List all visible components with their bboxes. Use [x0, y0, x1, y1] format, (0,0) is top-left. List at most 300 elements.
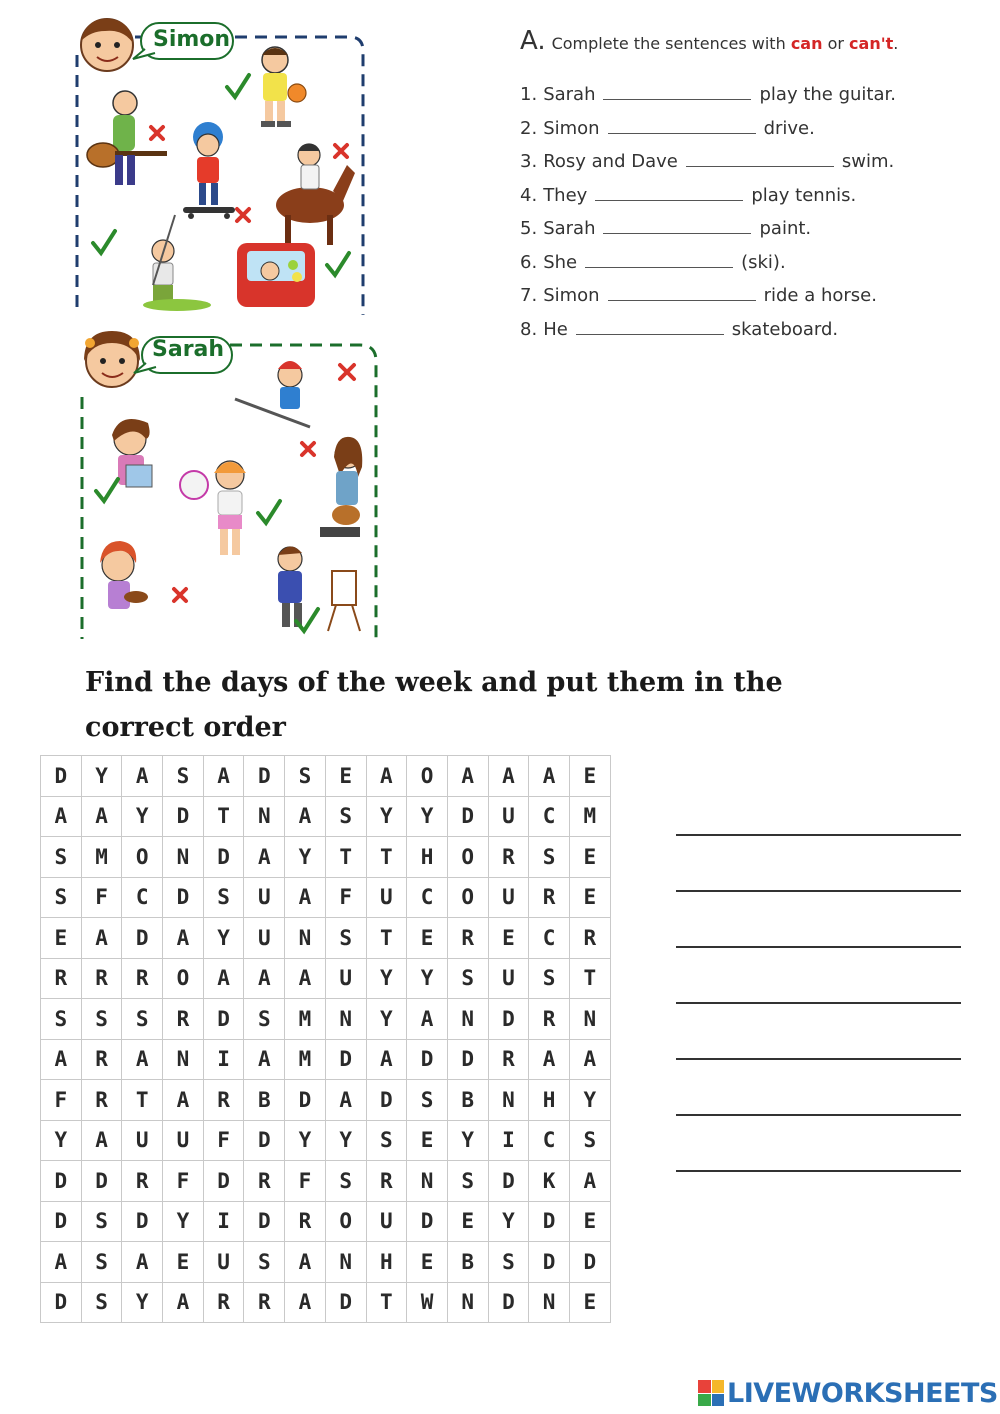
- sarah-illustration: [70, 327, 390, 642]
- grid-letter[interactable]: D: [203, 999, 244, 1040]
- grid-letter[interactable]: S: [81, 1242, 122, 1283]
- grid-letter[interactable]: A: [285, 958, 326, 999]
- grid-letter[interactable]: A: [285, 1242, 326, 1283]
- grid-letter[interactable]: M: [285, 999, 326, 1040]
- grid-letter[interactable]: T: [569, 958, 610, 999]
- grid-letter[interactable]: D: [569, 1242, 610, 1283]
- grid-letter[interactable]: Y: [81, 756, 122, 797]
- grid-letter[interactable]: Y: [163, 1201, 204, 1242]
- grid-letter[interactable]: Y: [407, 796, 448, 837]
- grid-letter[interactable]: R: [447, 918, 488, 959]
- grid-letter[interactable]: H: [407, 837, 448, 878]
- grid-letter[interactable]: F: [163, 1161, 204, 1202]
- grid-letter[interactable]: S: [81, 1201, 122, 1242]
- sentence-number: 6.: [520, 251, 538, 273]
- grid-row: [41, 837, 611, 878]
- grid-letter[interactable]: E: [407, 918, 448, 959]
- grid-letter[interactable]: R: [81, 1080, 122, 1121]
- grid-letter[interactable]: D: [41, 756, 82, 797]
- check-icon: [93, 231, 115, 253]
- grid-letter[interactable]: A: [285, 796, 326, 837]
- liveworksheets-logo: [698, 1376, 998, 1410]
- singer-icon: [112, 419, 152, 487]
- grid-letter[interactable]: Y: [366, 958, 407, 999]
- grid-letter[interactable]: D: [488, 1161, 529, 1202]
- grid-letter[interactable]: C: [529, 796, 570, 837]
- grid-letter[interactable]: D: [203, 837, 244, 878]
- grid-letter[interactable]: S: [529, 837, 570, 878]
- answer-blank[interactable]: [608, 287, 756, 301]
- grid-row: [41, 1080, 611, 1121]
- grid-letter[interactable]: N: [285, 918, 326, 959]
- grid-letter[interactable]: C: [529, 918, 570, 959]
- golfer-icon: [143, 215, 211, 311]
- exercise-a: [520, 26, 980, 352]
- grid-letter[interactable]: A: [366, 1039, 407, 1080]
- grid-letter[interactable]: F: [285, 1161, 326, 1202]
- grid-letter[interactable]: S: [41, 837, 82, 878]
- answer-line[interactable]: [676, 1116, 961, 1172]
- sentence-subject: Simon: [543, 285, 600, 306]
- word-search-grid: [40, 755, 611, 1323]
- grid-letter[interactable]: O: [163, 958, 204, 999]
- grid-letter[interactable]: T: [122, 1080, 163, 1121]
- cross-icon: [340, 365, 354, 379]
- sarah-name-label: Sarah: [152, 337, 225, 362]
- sentence-subject: Sarah: [543, 84, 596, 105]
- grid-letter[interactable]: A: [366, 756, 407, 797]
- grid-letter[interactable]: R: [529, 877, 570, 918]
- skateboarder-icon: [183, 122, 235, 219]
- grid-letter[interactable]: M: [569, 796, 610, 837]
- grid-letter[interactable]: Y: [325, 1120, 366, 1161]
- cross-icon: [335, 145, 347, 157]
- grid-letter[interactable]: D: [529, 1242, 570, 1283]
- grid-letter[interactable]: A: [569, 1161, 610, 1202]
- simon-illustration: [65, 15, 371, 319]
- sentence-item: [520, 252, 980, 286]
- grid-letter[interactable]: O: [122, 837, 163, 878]
- grid-letter[interactable]: D: [447, 796, 488, 837]
- grid-letter[interactable]: A: [529, 1039, 570, 1080]
- basketball-player-icon: [261, 47, 306, 127]
- grid-letter[interactable]: A: [488, 756, 529, 797]
- grid-letter[interactable]: D: [122, 918, 163, 959]
- grid-letter[interactable]: U: [366, 1201, 407, 1242]
- grid-letter[interactable]: T: [203, 796, 244, 837]
- grid-letter[interactable]: A: [569, 1039, 610, 1080]
- word-cant: can't: [849, 34, 894, 53]
- grid-letter[interactable]: S: [81, 999, 122, 1040]
- sentence-number: 1.: [520, 84, 538, 105]
- horse-rider-icon: [276, 144, 355, 245]
- grid-letter[interactable]: F: [41, 1080, 82, 1121]
- grid-letter[interactable]: N: [529, 1282, 570, 1323]
- grid-letter[interactable]: Y: [569, 1080, 610, 1121]
- sentence-item: [520, 118, 980, 152]
- sentence-number: 5.: [520, 218, 538, 239]
- grid-letter[interactable]: Y: [122, 1282, 163, 1323]
- grid-row: [41, 958, 611, 999]
- grid-letter[interactable]: S: [203, 877, 244, 918]
- grid-letter[interactable]: A: [163, 1080, 204, 1121]
- simon-face-icon: [81, 19, 133, 71]
- grid-letter[interactable]: N: [325, 1242, 366, 1283]
- grid-row: [41, 1201, 611, 1242]
- grid-letter[interactable]: D: [366, 1080, 407, 1121]
- grid-row: [41, 1282, 611, 1323]
- grid-letter[interactable]: E: [407, 1242, 448, 1283]
- grid-letter[interactable]: D: [203, 1161, 244, 1202]
- grid-letter[interactable]: A: [122, 1039, 163, 1080]
- grid-letter[interactable]: D: [488, 999, 529, 1040]
- grid-letter[interactable]: R: [244, 1161, 285, 1202]
- grid-letter[interactable]: E: [447, 1201, 488, 1242]
- grid-letter[interactable]: A: [285, 877, 326, 918]
- grid-letter[interactable]: S: [285, 756, 326, 797]
- grid-letter[interactable]: Y: [366, 796, 407, 837]
- sentence-rest: play the guitar.: [759, 84, 896, 105]
- grid-letter[interactable]: D: [325, 1282, 366, 1323]
- grid-letter[interactable]: U: [366, 877, 407, 918]
- grid-letter[interactable]: E: [41, 918, 82, 959]
- grid-letter[interactable]: A: [163, 1282, 204, 1323]
- grid-letter[interactable]: C: [529, 1120, 570, 1161]
- answer-line[interactable]: [676, 892, 961, 948]
- grid-letter[interactable]: S: [244, 999, 285, 1040]
- grid-letter[interactable]: Y: [285, 1120, 326, 1161]
- grid-row: [41, 877, 611, 918]
- skier-icon: [235, 361, 310, 427]
- word-can: can: [790, 34, 823, 53]
- sentence-subject: Simon: [543, 117, 600, 139]
- grid-letter[interactable]: N: [163, 837, 204, 878]
- sentence-number: 2.: [520, 117, 538, 139]
- grid-letter[interactable]: Y: [488, 1201, 529, 1242]
- guitar-lady-icon: [320, 437, 362, 537]
- logo-square: [712, 1380, 725, 1393]
- answer-line[interactable]: [676, 1060, 961, 1116]
- grid-letter[interactable]: C: [407, 877, 448, 918]
- sentence-rest: ride a horse.: [763, 285, 877, 306]
- grid-letter[interactable]: A: [41, 796, 82, 837]
- sarah-face-icon: [84, 331, 140, 387]
- grid-letter[interactable]: R: [203, 1282, 244, 1323]
- word-or: or: [827, 34, 844, 53]
- grid-letter[interactable]: D: [122, 1201, 163, 1242]
- grid-letter[interactable]: E: [488, 918, 529, 959]
- grid-letter[interactable]: S: [529, 958, 570, 999]
- answer-blank[interactable]: [603, 220, 751, 234]
- grid-letter[interactable]: S: [325, 796, 366, 837]
- sentence-subject: She: [543, 251, 578, 273]
- grid-letter[interactable]: K: [529, 1161, 570, 1202]
- grid-letter[interactable]: S: [41, 999, 82, 1040]
- grid-letter[interactable]: N: [325, 999, 366, 1040]
- sentence-item: [520, 218, 980, 252]
- sentence-rest: skateboard.: [731, 318, 839, 340]
- simon-name-label: Simon: [153, 27, 231, 52]
- violin-player-icon: [100, 541, 148, 609]
- grid-letter[interactable]: A: [203, 756, 244, 797]
- grid-letter[interactable]: O: [407, 756, 448, 797]
- logo-square: [698, 1380, 711, 1393]
- grid-letter[interactable]: D: [325, 1039, 366, 1080]
- grid-letter[interactable]: U: [244, 918, 285, 959]
- grid-letter[interactable]: R: [81, 958, 122, 999]
- answer-blank[interactable]: [686, 153, 834, 167]
- grid-letter[interactable]: R: [488, 837, 529, 878]
- grid-letter[interactable]: A: [447, 756, 488, 797]
- grid-letter[interactable]: S: [81, 1282, 122, 1323]
- grid-letter[interactable]: A: [285, 1282, 326, 1323]
- grid-letter[interactable]: H: [366, 1242, 407, 1283]
- grid-letter[interactable]: R: [122, 1161, 163, 1202]
- grid-letter[interactable]: R: [81, 1039, 122, 1080]
- grid-letter[interactable]: D: [41, 1282, 82, 1323]
- simon-picture-panel: [65, 15, 371, 319]
- grid-letter[interactable]: N: [447, 1282, 488, 1323]
- grid-letter[interactable]: B: [244, 1080, 285, 1121]
- grid-letter[interactable]: A: [163, 918, 204, 959]
- exercise-a-instruction: [520, 26, 980, 56]
- logo-badge-icon: [698, 1380, 724, 1406]
- grid-letter[interactable]: E: [163, 1242, 204, 1283]
- grid-letter[interactable]: N: [407, 1161, 448, 1202]
- painter-icon: [278, 546, 360, 631]
- grid-row: [41, 1161, 611, 1202]
- sentence-rest: play tennis.: [751, 184, 857, 206]
- grid-letter[interactable]: S: [41, 877, 82, 918]
- grid-letter[interactable]: D: [163, 796, 204, 837]
- check-icon: [327, 253, 349, 275]
- logo-text: LIVEWORKSHEETS: [727, 1377, 998, 1409]
- grid-letter[interactable]: E: [569, 756, 610, 797]
- grid-letter[interactable]: U: [488, 877, 529, 918]
- grid-letter[interactable]: U: [488, 796, 529, 837]
- grid-letter[interactable]: M: [285, 1039, 326, 1080]
- grid-letter[interactable]: D: [407, 1039, 448, 1080]
- answer-line[interactable]: [676, 948, 961, 1004]
- grid-letter[interactable]: U: [203, 1242, 244, 1283]
- grid-letter[interactable]: A: [407, 999, 448, 1040]
- sentence-number: 8.: [520, 318, 538, 340]
- instruction-dot: .: [893, 34, 899, 53]
- grid-letter[interactable]: B: [447, 1242, 488, 1283]
- sentence-number: 4.: [520, 184, 538, 206]
- grid-letter[interactable]: S: [488, 1242, 529, 1283]
- sentence-subject: Sarah: [543, 218, 596, 239]
- grid-row: [41, 1039, 611, 1080]
- grid-letter[interactable]: S: [447, 958, 488, 999]
- grid-letter[interactable]: U: [325, 958, 366, 999]
- grid-letter[interactable]: N: [163, 1039, 204, 1080]
- grid-letter[interactable]: A: [41, 1039, 82, 1080]
- grid-letter[interactable]: Y: [203, 918, 244, 959]
- sentence-subject: They: [543, 184, 588, 206]
- grid-letter[interactable]: U: [244, 877, 285, 918]
- sentence-number: 7.: [520, 285, 538, 306]
- grid-letter[interactable]: E: [569, 877, 610, 918]
- grid-letter[interactable]: C: [122, 877, 163, 918]
- grid-letter[interactable]: S: [244, 1242, 285, 1283]
- grid-letter[interactable]: A: [244, 1039, 285, 1080]
- answer-blank[interactable]: [608, 120, 756, 134]
- sentence-subject: He: [543, 318, 568, 340]
- cross-icon: [302, 443, 314, 455]
- grid-letter[interactable]: U: [488, 958, 529, 999]
- grid-letter[interactable]: A: [122, 1242, 163, 1283]
- grid-letter[interactable]: D: [407, 1201, 448, 1242]
- grid-row: [41, 1242, 611, 1283]
- grid-letter[interactable]: O: [325, 1201, 366, 1242]
- grid-letter[interactable]: D: [244, 1201, 285, 1242]
- grid-letter[interactable]: Y: [447, 1120, 488, 1161]
- check-icon: [227, 75, 249, 97]
- grid-letter[interactable]: A: [41, 1242, 82, 1283]
- grid-letter[interactable]: R: [163, 999, 204, 1040]
- grid-letter[interactable]: A: [122, 756, 163, 797]
- grid-letter[interactable]: N: [488, 1080, 529, 1121]
- grid-letter[interactable]: Y: [41, 1120, 82, 1161]
- grid-letter[interactable]: B: [447, 1080, 488, 1121]
- grid-row: [41, 796, 611, 837]
- grid-letter[interactable]: R: [529, 999, 570, 1040]
- grid-letter[interactable]: M: [81, 837, 122, 878]
- grid-letter[interactable]: R: [366, 1161, 407, 1202]
- answer-line[interactable]: [676, 780, 961, 836]
- logo-square: [712, 1394, 725, 1407]
- cross-icon: [174, 589, 186, 601]
- grid-letter[interactable]: S: [163, 756, 204, 797]
- grid-letter[interactable]: R: [41, 958, 82, 999]
- grid-letter[interactable]: W: [407, 1282, 448, 1323]
- grid-letter[interactable]: R: [122, 958, 163, 999]
- grid-letter[interactable]: T: [366, 837, 407, 878]
- grid-letter[interactable]: E: [569, 837, 610, 878]
- sentence-item: [520, 285, 980, 319]
- grid-letter[interactable]: N: [244, 796, 285, 837]
- grid-letter[interactable]: D: [488, 1282, 529, 1323]
- grid-letter[interactable]: Y: [407, 958, 448, 999]
- grid-letter[interactable]: D: [244, 756, 285, 797]
- grid-letter[interactable]: T: [325, 837, 366, 878]
- grid-letter[interactable]: A: [81, 796, 122, 837]
- grid-letter[interactable]: S: [447, 1161, 488, 1202]
- sentence-rest: paint.: [759, 218, 812, 239]
- sentence-item: [520, 84, 980, 118]
- grid-letter[interactable]: U: [122, 1120, 163, 1161]
- grid-letter[interactable]: I: [203, 1201, 244, 1242]
- answer-blank[interactable]: [585, 254, 733, 268]
- grid-letter[interactable]: T: [366, 918, 407, 959]
- answer-lines: [676, 780, 961, 1172]
- grid-letter[interactable]: S: [407, 1080, 448, 1121]
- grid-letter[interactable]: I: [488, 1120, 529, 1161]
- grid-letter[interactable]: R: [285, 1201, 326, 1242]
- answer-blank[interactable]: [576, 321, 724, 335]
- grid-letter[interactable]: I: [203, 1039, 244, 1080]
- answer-blank[interactable]: [595, 187, 743, 201]
- sentence-item: [520, 151, 980, 185]
- logo-square: [698, 1394, 711, 1407]
- grid-letter[interactable]: R: [244, 1282, 285, 1323]
- answer-blank[interactable]: [603, 86, 751, 100]
- grid-letter[interactable]: S: [325, 918, 366, 959]
- sentence-subject: Rosy and Dave: [543, 151, 678, 172]
- grid-letter[interactable]: A: [244, 837, 285, 878]
- grid-letter[interactable]: O: [447, 877, 488, 918]
- grid-letter[interactable]: A: [81, 918, 122, 959]
- grid-letter[interactable]: Y: [285, 837, 326, 878]
- word-search-title: Find the days of the week and put them in the correct order: [85, 667, 783, 743]
- sentence-list: [520, 84, 980, 352]
- grid-letter[interactable]: D: [41, 1201, 82, 1242]
- instruction-before: Complete the sentences with: [551, 34, 786, 53]
- volleyball-player-icon: [180, 461, 246, 555]
- grid-letter[interactable]: S: [569, 1120, 610, 1161]
- grid-letter[interactable]: Y: [122, 796, 163, 837]
- grid-letter[interactable]: S: [366, 1120, 407, 1161]
- grid-letter[interactable]: E: [569, 1282, 610, 1323]
- grid-row: [41, 918, 611, 959]
- grid-letter[interactable]: D: [41, 1161, 82, 1202]
- grid-letter[interactable]: D: [163, 877, 204, 918]
- grid-letter[interactable]: F: [81, 877, 122, 918]
- grid-letter[interactable]: E: [407, 1120, 448, 1161]
- exercise-letter: A.: [520, 26, 546, 56]
- grid-letter[interactable]: A: [325, 1080, 366, 1121]
- sentence-number: 3.: [520, 151, 538, 172]
- grid-letter[interactable]: S: [122, 999, 163, 1040]
- sentence-item: [520, 319, 980, 353]
- grid-letter[interactable]: F: [203, 1120, 244, 1161]
- grid-letter[interactable]: R: [569, 918, 610, 959]
- grid-letter[interactable]: H: [529, 1080, 570, 1121]
- grid-letter[interactable]: T: [366, 1282, 407, 1323]
- cross-icon: [237, 209, 249, 221]
- grid-letter[interactable]: F: [325, 877, 366, 918]
- grid-letter[interactable]: A: [203, 958, 244, 999]
- answer-line[interactable]: [676, 836, 961, 892]
- grid-letter[interactable]: N: [447, 999, 488, 1040]
- grid-letter[interactable]: R: [488, 1039, 529, 1080]
- grid-letter[interactable]: N: [569, 999, 610, 1040]
- grid-letter[interactable]: Y: [366, 999, 407, 1040]
- grid-letter[interactable]: S: [325, 1161, 366, 1202]
- grid-letter[interactable]: E: [325, 756, 366, 797]
- grid-letter[interactable]: D: [244, 1120, 285, 1161]
- grid-letter[interactable]: A: [81, 1120, 122, 1161]
- grid-letter[interactable]: U: [163, 1120, 204, 1161]
- grid-row: [41, 999, 611, 1040]
- grid-letter[interactable]: D: [81, 1161, 122, 1202]
- instruction-text: [552, 34, 899, 53]
- sentence-rest: drive.: [763, 117, 815, 139]
- grid-letter[interactable]: R: [203, 1080, 244, 1121]
- grid-letter[interactable]: A: [244, 958, 285, 999]
- grid-letter[interactable]: E: [569, 1201, 610, 1242]
- guitar-player-icon: [87, 91, 167, 185]
- grid-letter[interactable]: D: [285, 1080, 326, 1121]
- grid-letter[interactable]: O: [447, 837, 488, 878]
- answer-line[interactable]: [676, 1004, 961, 1060]
- sentence-rest: (ski).: [741, 251, 786, 273]
- grid-letter[interactable]: D: [529, 1201, 570, 1242]
- grid-row: [41, 756, 611, 797]
- grid-letter[interactable]: A: [529, 756, 570, 797]
- grid-letter[interactable]: D: [447, 1039, 488, 1080]
